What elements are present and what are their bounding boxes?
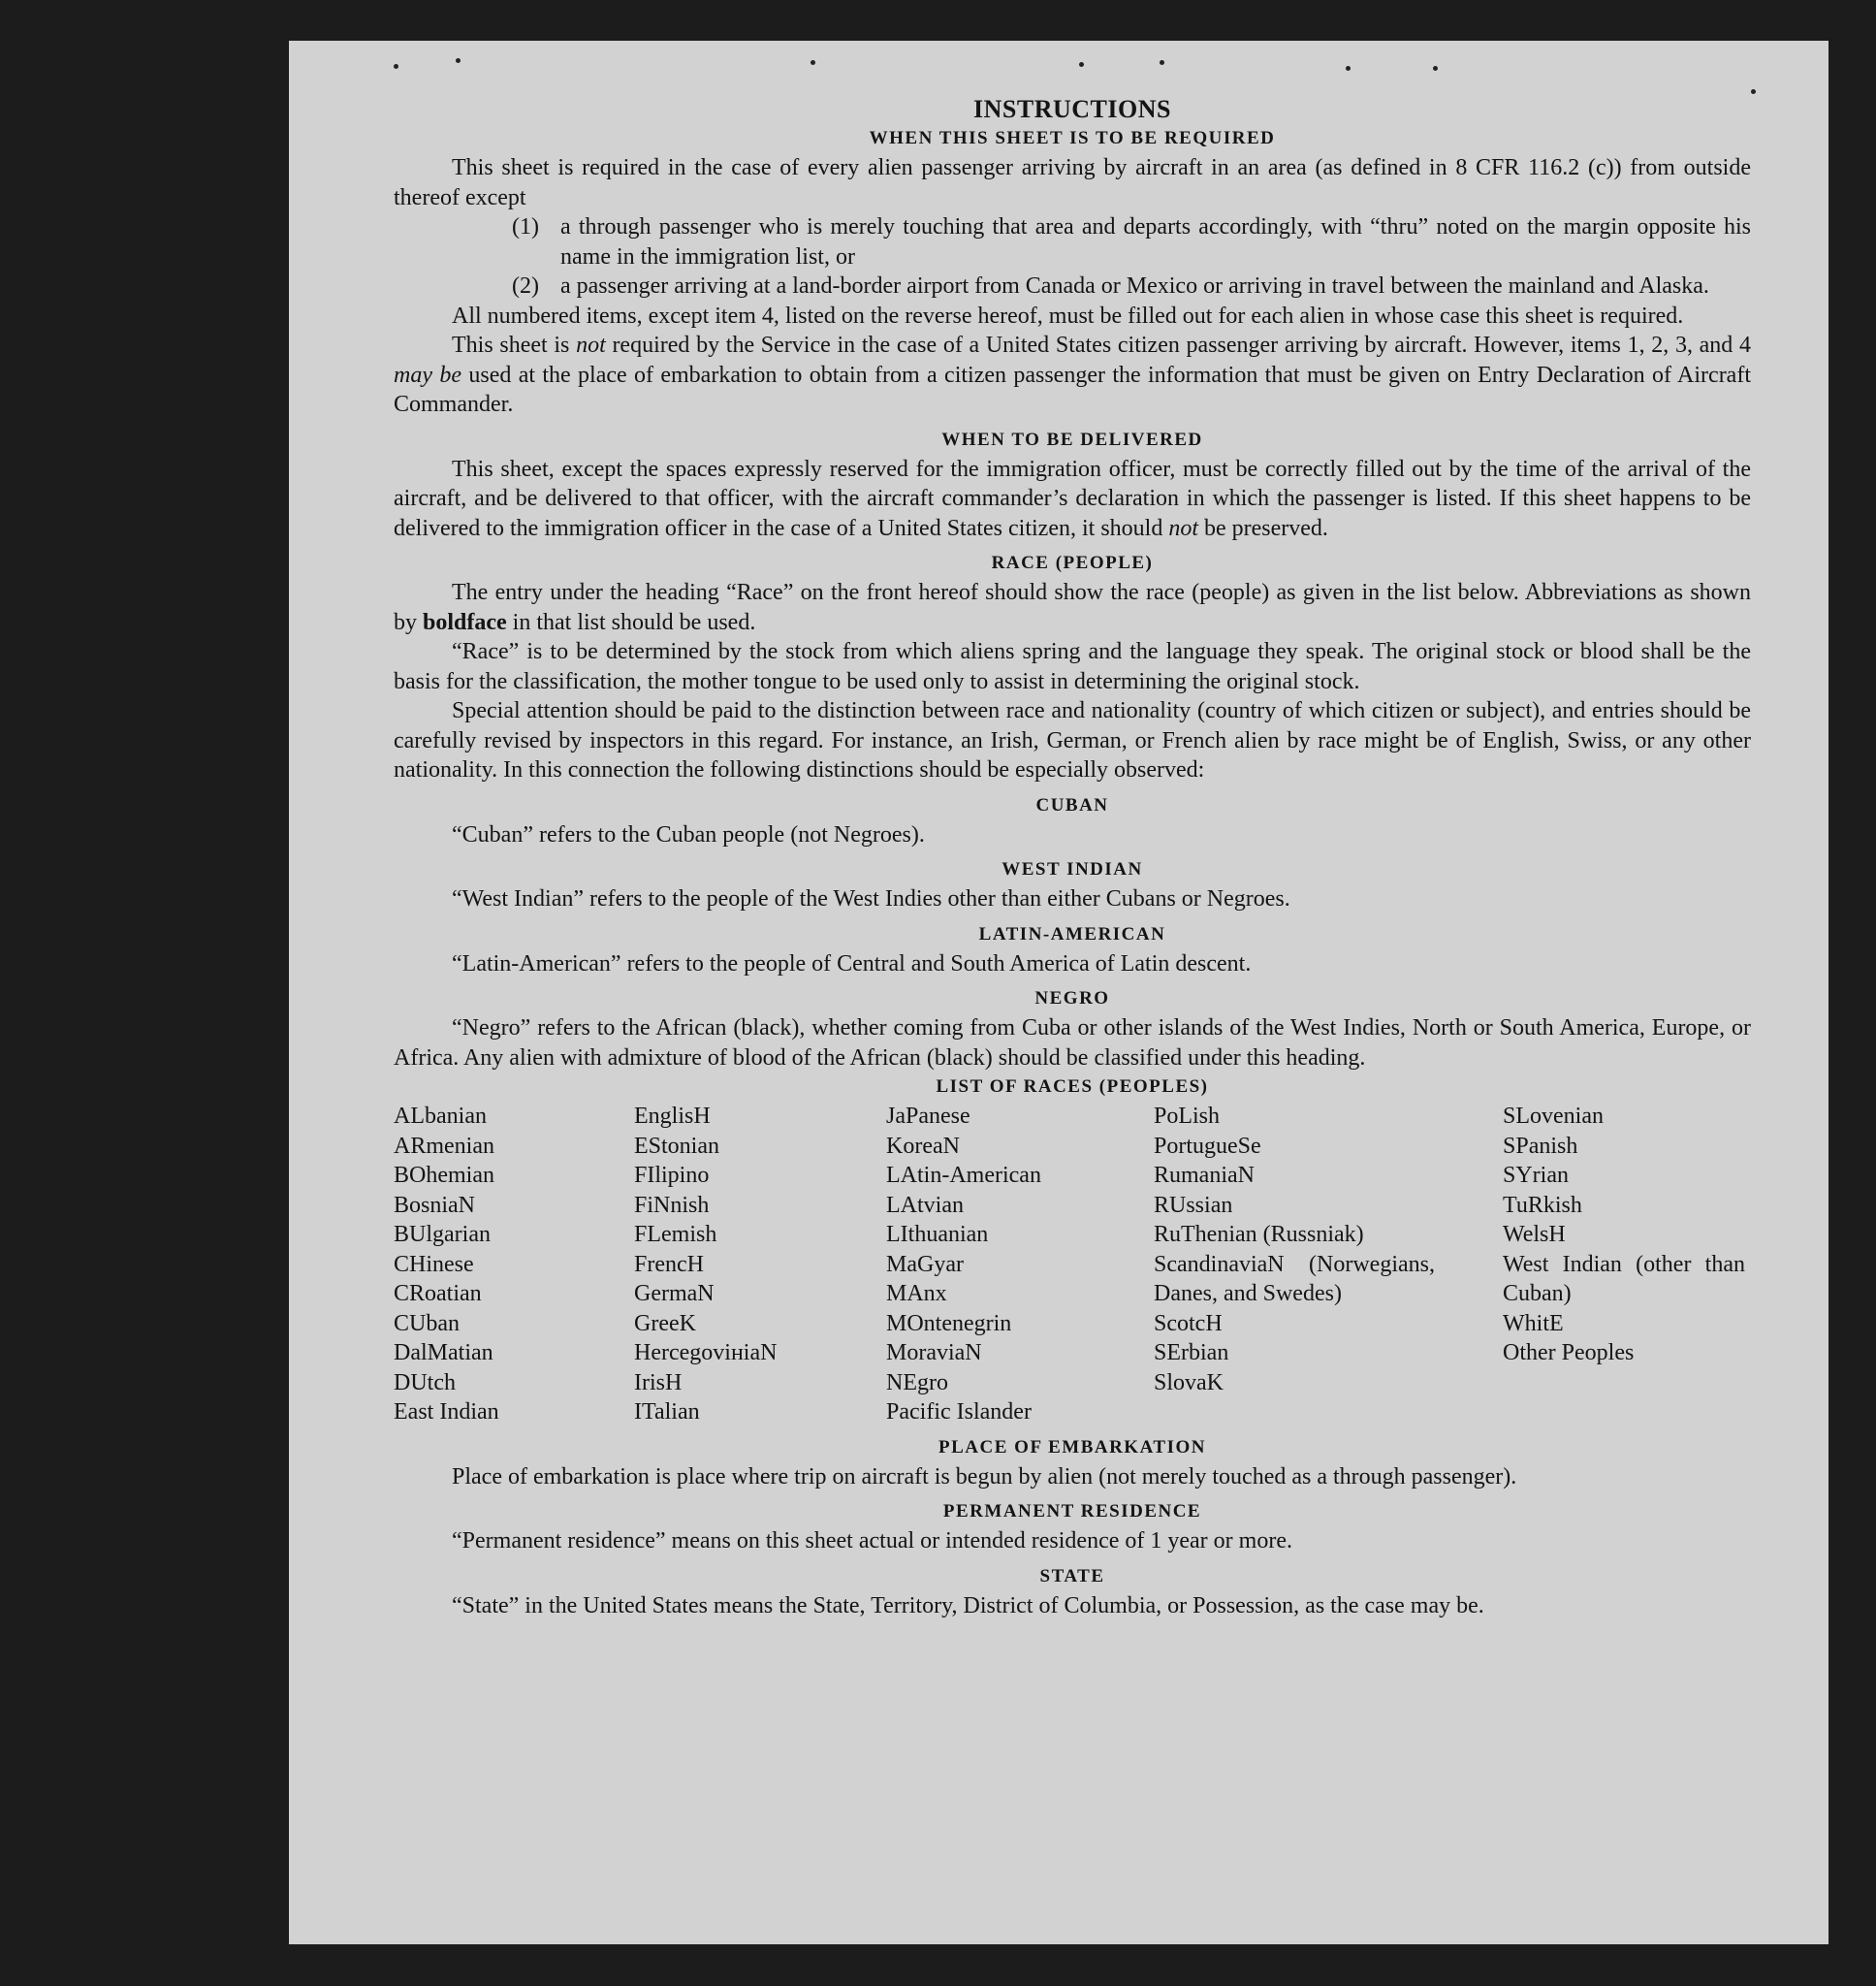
race-entry: SlovaK bbox=[1154, 1369, 1224, 1395]
race-entry: KoreaN bbox=[886, 1133, 960, 1159]
embarkation-definition: Place of embarkation is place where trip on aircraft is begun by alien (not merely touched as a through passenger). bbox=[452, 1463, 1517, 1490]
scan-speck bbox=[1160, 60, 1164, 65]
delivered-text-1: This sheet, except the spaces expressly reserved for the immigration officer, must be correctly filled out by the time of the arrival of the aircraft, and be delivered to that officer, with the aircraft commander’s declaration in which the passenger is listed. If this sheet happens to be delivered to the immigration officer in the case of a United States citizen, it should bbox=[394, 456, 1751, 541]
race-entry: WhitE bbox=[1503, 1310, 1564, 1336]
race-entry: MAnx bbox=[886, 1281, 947, 1306]
race-entry: Pacific Islander bbox=[886, 1399, 1032, 1425]
scan-speck bbox=[394, 64, 398, 69]
race-entry: DalMatian bbox=[394, 1340, 493, 1365]
race-text-1: The entry under the heading “Race” on the front hereof should show the race (people) as given in the list below. Abbreviations as shown by bbox=[394, 580, 1751, 635]
page-title: INSTRUCTIONS bbox=[973, 95, 1171, 123]
citizen-emphasis-not: not bbox=[576, 333, 606, 358]
race-entry: East Indian bbox=[394, 1399, 499, 1425]
heading-state: STATE bbox=[1039, 1565, 1105, 1586]
heading-when-delivered: WHEN TO BE DELIVERED bbox=[941, 429, 1203, 450]
required-intro: This sheet is required in the case of every alien passenger arriving by aircraft in an area (as defined in 8 CFR 116.2 (c)) from outside thereof except bbox=[394, 155, 1751, 210]
delivered-text-2: be preserved. bbox=[1198, 515, 1328, 541]
heading-race: RACE (PEOPLE) bbox=[991, 553, 1154, 573]
race-paragraph-3: Special attention should be paid to the distinction between race and nationality (country of which citizen or subject), and entries should be carefully revised by inspectors in this regard. For instance, an Irish, German, or French alien by race might be of English, Swiss, or any other nationality. In this connection the following distinctions should be especially observed: bbox=[394, 698, 1751, 783]
race-entry: MaGyar bbox=[886, 1251, 964, 1277]
race-entry: SLovenian bbox=[1503, 1104, 1604, 1129]
race-entry: SErbian bbox=[1154, 1340, 1229, 1365]
exception-text: a through passenger who is merely touching that area and departs accordingly, with “thru” noted on the margin opposite his name in the immigration list, or bbox=[560, 214, 1751, 270]
heading-latin-american: LATIN-AMERICAN bbox=[978, 923, 1166, 945]
delivered-paragraph bbox=[394, 455, 1751, 544]
race-entry: LAtvian bbox=[886, 1192, 964, 1218]
heading-cuban: CUBAN bbox=[1035, 794, 1109, 816]
race-entry: ITalian bbox=[634, 1399, 700, 1425]
heading-list-of-races: LIST OF RACES (PEOPLES) bbox=[936, 1076, 1209, 1097]
citizen-text-2: required by the Service in the case of a United States citizen passenger arriving by aircraft. However, items 1, 2, 3, and 4 bbox=[605, 333, 1751, 358]
race-entry: SPanish bbox=[1503, 1133, 1578, 1159]
race-entry: CRoatian bbox=[394, 1281, 482, 1306]
race-entry: EnglisH bbox=[634, 1104, 711, 1129]
exception-number: (1) bbox=[512, 214, 539, 240]
race-column bbox=[1154, 1102, 1503, 1427]
race-column bbox=[886, 1102, 1154, 1427]
instruction-sheet bbox=[289, 41, 1828, 1944]
residence-definition: “Permanent residence” means on this sheet actual or intended residence of 1 year or more. bbox=[452, 1528, 1292, 1554]
race-entry: CHinese bbox=[394, 1251, 474, 1277]
race-entry: TuRkish bbox=[1503, 1192, 1582, 1218]
citizen-text-1: This sheet is bbox=[452, 333, 577, 358]
race-boldface-word: boldface bbox=[423, 609, 507, 635]
race-entry: MOntenegrin bbox=[886, 1310, 1012, 1336]
race-entry: GermaN bbox=[634, 1281, 715, 1306]
race-entry: DUtch bbox=[394, 1369, 456, 1395]
exception-item bbox=[394, 212, 1751, 272]
scan-speck bbox=[456, 58, 461, 63]
citizen-paragraph bbox=[394, 331, 1751, 420]
race-entry: FiNnish bbox=[634, 1192, 710, 1218]
numbered-items-paragraph: All numbered items, except item 4, listed on the reverse hereof, must be filled out for each alien in whose case this sheet is required. bbox=[452, 303, 1684, 329]
latin-american-definition: “Latin-American” refers to the people of Central and South America of Latin descent. bbox=[452, 950, 1252, 977]
race-entry: WelsH bbox=[1503, 1222, 1566, 1247]
heading-when-required: WHEN THIS SHEET IS TO BE REQUIRED bbox=[869, 128, 1276, 148]
race-entry: PortugueSe bbox=[1154, 1133, 1261, 1159]
race-column bbox=[394, 1102, 634, 1427]
race-entry: ScotcH bbox=[1154, 1310, 1223, 1336]
race-entry: FrencH bbox=[634, 1251, 704, 1277]
race-paragraph-1 bbox=[394, 578, 1751, 637]
race-entry: GreeK bbox=[634, 1310, 696, 1336]
scan-speck bbox=[1751, 89, 1756, 94]
race-entry: IrisH bbox=[634, 1369, 683, 1395]
race-entry: ALbanian bbox=[394, 1104, 487, 1129]
scan-speck bbox=[1079, 62, 1084, 67]
scan-speck bbox=[811, 60, 815, 65]
race-entry: SYrian bbox=[1503, 1163, 1569, 1188]
race-entry: ScandinaviaN (Norwegians, Danes, and Swedes) bbox=[1154, 1251, 1435, 1306]
scan-speck bbox=[1346, 66, 1351, 71]
race-column bbox=[1503, 1102, 1751, 1427]
race-entry: LIthuanian bbox=[886, 1222, 989, 1247]
document-body bbox=[394, 95, 1751, 1620]
race-entry: BOhemian bbox=[394, 1163, 494, 1188]
heading-place-of-embarkation: PLACE OF EMBARKATION bbox=[938, 1436, 1206, 1457]
race-list bbox=[394, 1102, 1751, 1427]
citizen-text-3: used at the place of embarkation to obtain from a citizen passenger the information that must be given on Entry Declaration of Aircraft Commander. bbox=[394, 362, 1751, 417]
race-entry: ARmenian bbox=[394, 1133, 494, 1159]
race-entry: HercegovініaN bbox=[634, 1340, 778, 1365]
race-entry: RumaniaN bbox=[1154, 1163, 1255, 1188]
heading-west-indian: WEST INDIAN bbox=[1002, 859, 1143, 880]
race-entry: EStonian bbox=[634, 1133, 719, 1159]
race-entry: FLemish bbox=[634, 1222, 717, 1247]
race-paragraph-2: “Race” is to be determined by the stock from which aliens spring and the language they speak. The original stock or blood shall be the basis for the classification, the mother tongue to be used only to assist in determining the original stock. bbox=[394, 639, 1751, 694]
race-entry: NEgro bbox=[886, 1369, 948, 1395]
race-entry: FIlipino bbox=[634, 1163, 710, 1188]
cuban-definition: “Cuban” refers to the Cuban people (not Negroes). bbox=[452, 821, 925, 848]
race-entry: BosniaN bbox=[394, 1192, 475, 1218]
citizen-emphasis-may-be: may be bbox=[394, 362, 461, 388]
exception-item bbox=[394, 272, 1751, 302]
race-entry: RUssian bbox=[1154, 1192, 1233, 1218]
race-entry: CUban bbox=[394, 1310, 460, 1336]
heading-negro: NEGRO bbox=[1034, 988, 1110, 1009]
state-definition: “State” in the United States means the State, Territory, District of Columbia, or Possession, as the case may be. bbox=[452, 1592, 1484, 1618]
race-entry: LAtin-American bbox=[886, 1163, 1041, 1188]
exception-text: a passenger arriving at a land-border airport from Canada or Mexico or arriving in travel between the mainland and Alaska. bbox=[560, 273, 1709, 299]
heading-permanent-residence: PERMANENT RESIDENCE bbox=[942, 1501, 1202, 1522]
race-entry: PoLish bbox=[1154, 1104, 1221, 1129]
race-text-2: in that list should be used. bbox=[506, 609, 756, 635]
race-entry: RuThenian (Russniak) bbox=[1154, 1222, 1364, 1247]
exception-number: (2) bbox=[512, 273, 539, 299]
race-entry: Other Peoples bbox=[1503, 1340, 1635, 1365]
race-entry: West Indian (other than Cuban) bbox=[1503, 1251, 1745, 1306]
scan-speck bbox=[1433, 66, 1438, 71]
race-column bbox=[634, 1102, 886, 1427]
negro-definition: “Negro” refers to the African (black), whether coming from Cuba or other islands of the West Indies, North or South America, Europe, or Africa. Any alien with admixture of blood of the African (black) should be classified under this heading. bbox=[394, 1015, 1751, 1071]
west-indian-definition: “West Indian” refers to the people of the West Indies other than either Cubans or Negroes. bbox=[452, 886, 1290, 912]
race-entry: JaPanese bbox=[886, 1104, 970, 1129]
delivered-emphasis-not: not bbox=[1168, 515, 1198, 541]
race-entry: MoraviaN bbox=[886, 1340, 982, 1365]
race-entry: BUlgarian bbox=[394, 1222, 491, 1247]
